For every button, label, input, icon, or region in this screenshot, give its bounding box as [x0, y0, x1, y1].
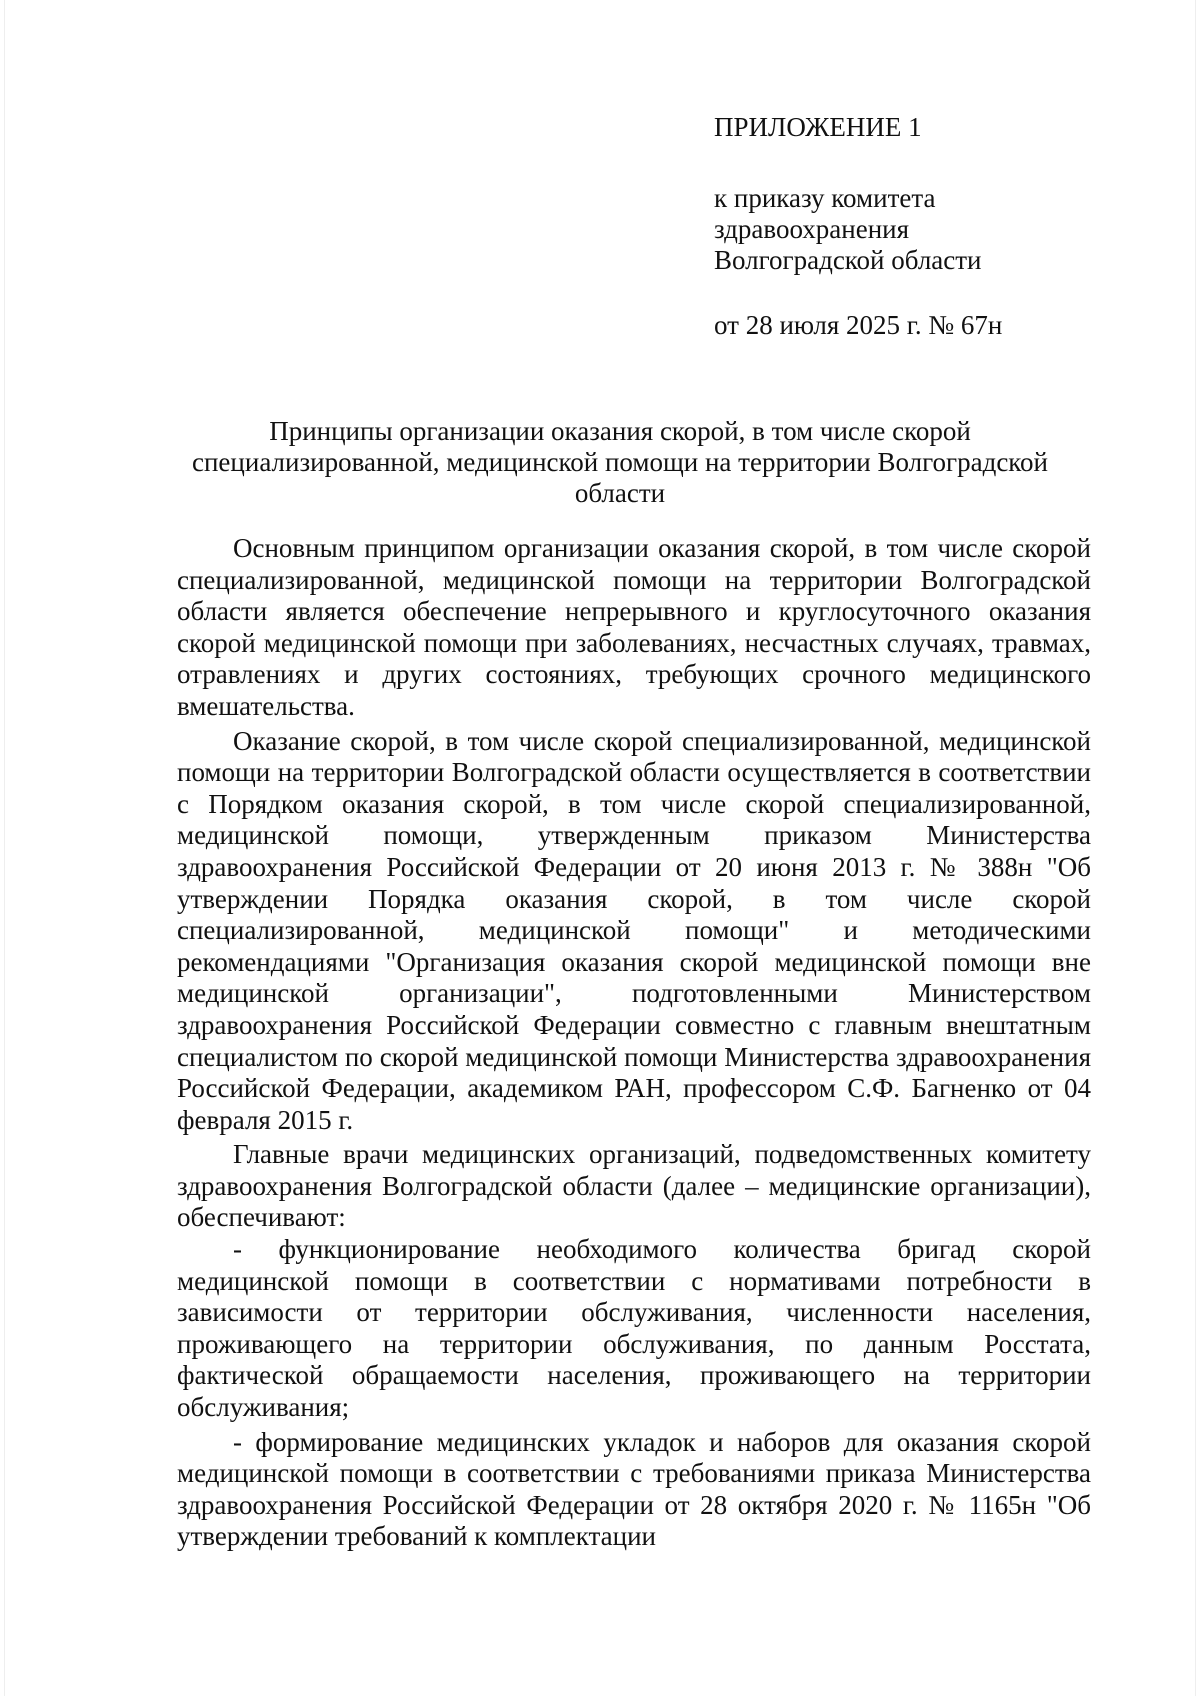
- appendix-block: [714, 112, 1154, 341]
- scan-edge-left: [4, 0, 5, 1696]
- appendix-order-date: от 28 июля 2025 г. № 67н: [714, 310, 1003, 340]
- body-list-item: - формирование медицинских укладок и наборов для оказания скорой медицинской помощи в соответствии с требованиями приказа Министерства здравоохранения Российской Федерации от 28 октября 2020 г. № 1165н "Об утверждении требований к комплектации: [177, 1426, 1091, 1552]
- appendix-order-line: Волгоградской области: [714, 245, 982, 275]
- appendix-order-line: к приказу комитета: [714, 183, 936, 213]
- body-paragraph: Основным принципом организации оказания скорой, в том числе скорой специализированной, медицинской помощи на территории Волгоградской области является обеспечение непрерывного и круглосуточного оказания скорой медицинской помощи при заболеваниях, несчастных случаях, травмах, отравлениях и других состояниях, требующих срочного медицинского вмешательства.: [177, 533, 1091, 721]
- body-paragraph: Оказание скорой, в том числе скорой специализированной, медицинской помощи на территории Волгоградской области осуществляется в соответствии с Порядком оказания скорой, в том числе скорой специализированной, медицинской помощи, утвержденным приказом Министерства здравоохранения Российской Федерации от 20 июня 2013 г. № 388н "Об утверждении Порядка оказания скорой, в том числе скорой специализированной, медицинской помощи" и методическими рекомендациями "Организация оказания скорой медицинской помощи вне медицинской организации", подготовленными Министерством здравоохранения Российской Федерации совместно с главным внештатным специалистом по скорой медицинской помощи Министерства здравоохранения Российской Федерации, академиком РАН, профессором С.Ф. Багненко от 04 февраля 2015 г.: [177, 725, 1091, 1135]
- scan-edge-right: [1195, 0, 1196, 1696]
- appendix-title: ПРИЛОЖЕНИЕ 1: [714, 112, 922, 142]
- appendix-order-line: здравоохранения: [714, 214, 910, 244]
- body-list-item: - функционирование необходимого количества бригад скорой медицинской помощи в соответствии с нормативами потребности в зависимости от территории обслуживания, численности населения, проживающего на территории обслуживания, по данным Росстата, фактической обращаемости населения, проживающего на территории обслуживания;: [177, 1234, 1091, 1423]
- document-body: [177, 533, 1091, 1553]
- appendix-order-reference: [714, 183, 1154, 276]
- document-heading: Принципы организации оказания скорой, в том числе скорой специализированной, медицинской помощи на территории Волгоградской области: [192, 416, 1048, 508]
- body-paragraph: Главные врачи медицинских организаций, подведомственных комитету здравоохранения Волгоградской области (далее – медицинские организации), обеспечивают:: [177, 1139, 1091, 1233]
